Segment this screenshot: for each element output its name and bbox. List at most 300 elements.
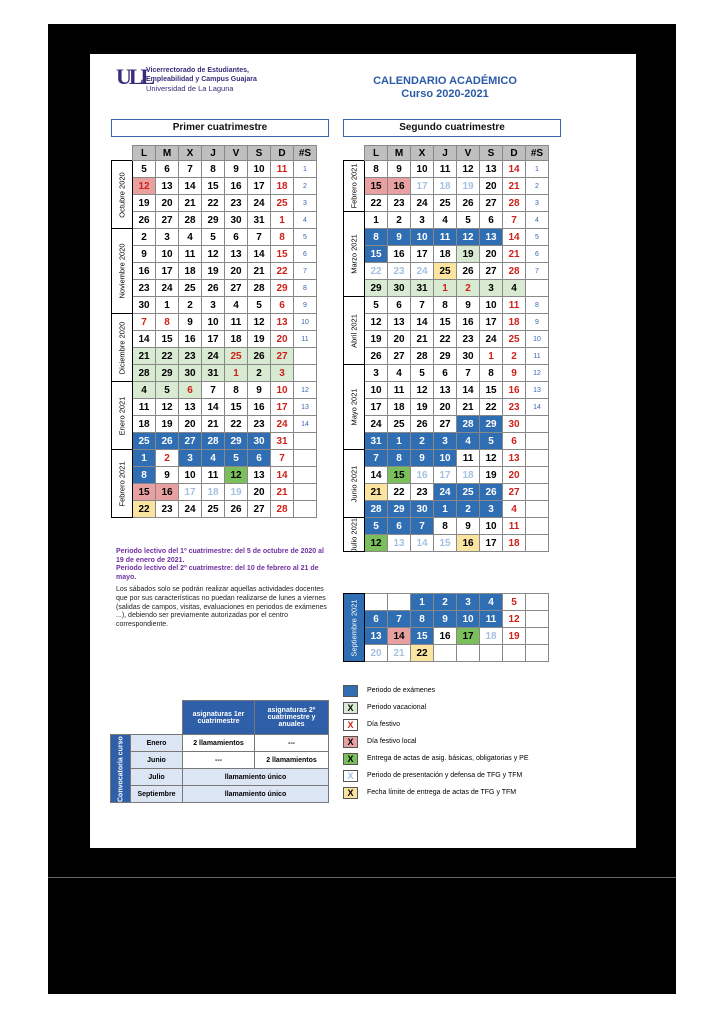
day-cell: [365, 594, 388, 611]
legend-item: [343, 682, 528, 699]
day-cell: 13: [480, 229, 503, 246]
weekday-label: L: [133, 146, 156, 161]
day-cell: 3: [480, 280, 503, 297]
day-cell: 20: [388, 331, 411, 348]
legend-label: Día festivo: [367, 721, 401, 728]
day-cell: 3: [179, 450, 202, 467]
conv-month: Junio: [131, 752, 183, 769]
week-number: 10: [526, 331, 549, 348]
day-cell: 7: [248, 229, 271, 246]
day-cell: 29: [434, 348, 457, 365]
day-cell: 26: [156, 433, 179, 450]
week-row: [112, 212, 317, 229]
day-cell: 6: [179, 382, 202, 399]
day-cell: 22: [388, 484, 411, 501]
day-cell: 7: [202, 382, 225, 399]
day-cell: 14: [457, 382, 480, 399]
week-number: [526, 518, 549, 535]
day-cell: 1: [365, 212, 388, 229]
week-number: 11: [526, 348, 549, 365]
week-row: [344, 212, 549, 229]
day-cell: 15: [133, 484, 156, 501]
day-cell: 8: [411, 611, 434, 628]
day-cell: 4: [480, 594, 503, 611]
day-cell: 8: [365, 161, 388, 178]
week-number: 13: [294, 399, 317, 416]
month-label: Septiembre 2021: [344, 594, 365, 662]
day-cell: 10: [457, 611, 480, 628]
week-row: [112, 433, 317, 450]
day-cell: 22: [202, 195, 225, 212]
weekday-label: J: [434, 146, 457, 161]
day-cell: 20: [271, 331, 294, 348]
week-number: 12: [526, 365, 549, 382]
day-cell: 30: [133, 297, 156, 314]
day-cell: 11: [503, 518, 526, 535]
day-cell: 10: [411, 229, 434, 246]
day-cell: 17: [179, 484, 202, 501]
day-cell: 25: [434, 263, 457, 280]
page-title: CALENDARIO ACADÉMICO Curso 2020-2021: [373, 75, 517, 100]
day-cell: 24: [179, 501, 202, 518]
week-row: [112, 229, 317, 246]
day-cell: 15: [411, 628, 434, 645]
day-cell: 12: [133, 178, 156, 195]
day-cell: 16: [388, 178, 411, 195]
day-cell: 12: [248, 314, 271, 331]
week-number: 7: [294, 263, 317, 280]
legend-swatch: X: [343, 702, 358, 714]
period-2: Periodo lectivo del 2º cuatrimestre: del 10 de febrero al 21 de mayo.: [116, 565, 319, 581]
day-cell: 9: [503, 365, 526, 382]
week-row: [344, 594, 549, 611]
day-cell: 11: [179, 246, 202, 263]
day-cell: 19: [457, 178, 480, 195]
weekday-label: J: [202, 146, 225, 161]
day-cell: 6: [434, 365, 457, 382]
day-cell: 7: [411, 297, 434, 314]
day-cell: 28: [133, 365, 156, 382]
week-number: 6: [526, 246, 549, 263]
day-cell: 3: [411, 212, 434, 229]
day-cell: 26: [225, 501, 248, 518]
day-cell: 25: [503, 331, 526, 348]
day-cell: 5: [248, 297, 271, 314]
week-row: [344, 645, 549, 662]
day-cell: 20: [480, 178, 503, 195]
day-cell: 26: [248, 348, 271, 365]
conv-side-label: Convocatoria curso 2019-20: [111, 735, 131, 803]
day-cell: 5: [457, 212, 480, 229]
day-cell: 29: [480, 416, 503, 433]
day-cell: 2: [248, 365, 271, 382]
day-cell: 13: [388, 535, 411, 552]
day-cell: 31: [202, 365, 225, 382]
week-number: 3: [526, 195, 549, 212]
day-cell: 13: [480, 161, 503, 178]
day-cell: 22: [133, 501, 156, 518]
day-cell: 16: [457, 314, 480, 331]
day-cell: 8: [225, 382, 248, 399]
week-row: [344, 365, 549, 382]
day-cell: 30: [179, 365, 202, 382]
day-cell: 14: [411, 535, 434, 552]
day-cell: 3: [156, 229, 179, 246]
day-cell: 14: [411, 314, 434, 331]
week-row: [344, 433, 549, 450]
week-number: [526, 628, 549, 645]
day-cell: 26: [411, 416, 434, 433]
day-cell: 7: [503, 212, 526, 229]
day-cell: 5: [365, 297, 388, 314]
week-number: 1: [526, 161, 549, 178]
conv-header-1: asignaturas 1er cuatrimestre: [183, 701, 255, 735]
day-cell: 9: [457, 518, 480, 535]
sem2-title: Segundo cuatrimestre: [343, 119, 561, 137]
day-cell: 22: [434, 331, 457, 348]
legend-label: Periodo vacacional: [367, 704, 427, 711]
day-cell: 3: [202, 297, 225, 314]
day-cell: 2: [457, 501, 480, 518]
day-cell: 7: [365, 450, 388, 467]
day-cell: 17: [457, 628, 480, 645]
day-cell: 19: [503, 628, 526, 645]
day-cell: 11: [388, 382, 411, 399]
day-cell: 24: [434, 484, 457, 501]
day-cell: 24: [411, 263, 434, 280]
week-number: 14: [294, 416, 317, 433]
sem1-calendar: [111, 145, 317, 518]
legend-item: [343, 784, 528, 801]
day-cell: 7: [411, 518, 434, 535]
day-cell: 25: [202, 501, 225, 518]
day-cell: 25: [179, 280, 202, 297]
day-cell: 18: [179, 263, 202, 280]
week-number: [526, 484, 549, 501]
month-label: Febrero 2021: [112, 450, 133, 518]
day-cell: 3: [480, 501, 503, 518]
day-cell: 6: [271, 297, 294, 314]
week-row: [112, 280, 317, 297]
day-cell: 18: [503, 314, 526, 331]
day-cell: 12: [503, 611, 526, 628]
week-row: [344, 484, 549, 501]
day-cell: [480, 645, 503, 662]
day-cell: 11: [434, 229, 457, 246]
day-cell: 23: [457, 331, 480, 348]
legend-label: Periodo de exámenes: [367, 687, 436, 694]
day-cell: 2: [457, 280, 480, 297]
weekday-label: M: [156, 146, 179, 161]
day-cell: 10: [179, 467, 202, 484]
day-cell: 9: [248, 382, 271, 399]
week-number: 11: [294, 331, 317, 348]
week-number: [526, 501, 549, 518]
day-cell: 18: [480, 628, 503, 645]
day-cell: 16: [434, 628, 457, 645]
day-cell: 28: [411, 348, 434, 365]
day-cell: 27: [503, 484, 526, 501]
day-cell: [503, 645, 526, 662]
week-row: [344, 382, 549, 399]
day-cell: 14: [503, 229, 526, 246]
day-cell: 15: [225, 399, 248, 416]
day-cell: 23: [248, 416, 271, 433]
day-cell: 12: [411, 382, 434, 399]
day-cell: 31: [248, 212, 271, 229]
day-cell: 20: [156, 195, 179, 212]
saturday-note: Los sábados solo se podrán realizar aquellas actividades docentes que por sus características no puedan realizarse de lunes a viernes (salidas de campos, visitas, evaluaciones en periodos de exámenes ...), debiendo ser previamente autorizadas por el centro correspondiente.: [116, 586, 327, 628]
day-cell: 6: [388, 518, 411, 535]
day-cell: 11: [457, 450, 480, 467]
week-row: [344, 399, 549, 416]
day-cell: 24: [156, 280, 179, 297]
day-cell: 27: [480, 263, 503, 280]
day-cell: 27: [388, 348, 411, 365]
day-cell: 6: [225, 229, 248, 246]
day-cell: 18: [434, 178, 457, 195]
day-cell: 17: [156, 263, 179, 280]
day-cell: 23: [388, 195, 411, 212]
day-cell: 8: [434, 297, 457, 314]
day-cell: 21: [411, 331, 434, 348]
day-cell: 22: [411, 645, 434, 662]
week-row: [344, 263, 549, 280]
day-cell: 29: [365, 280, 388, 297]
day-cell: 5: [480, 433, 503, 450]
week-row: [344, 331, 549, 348]
day-cell: 27: [179, 433, 202, 450]
week-number: [526, 416, 549, 433]
day-cell: 4: [434, 212, 457, 229]
day-cell: 16: [225, 178, 248, 195]
day-cell: 13: [179, 399, 202, 416]
week-number: 4: [294, 212, 317, 229]
week-row: [344, 348, 549, 365]
week-number: [526, 280, 549, 297]
week-row: [344, 161, 549, 178]
day-cell: 12: [365, 314, 388, 331]
day-cell: 21: [503, 178, 526, 195]
day-cell: 24: [202, 348, 225, 365]
week-row: [112, 178, 317, 195]
weekday-label: #S: [294, 146, 317, 161]
day-cell: 15: [271, 246, 294, 263]
day-cell: 18: [225, 331, 248, 348]
legend-item: [343, 733, 528, 750]
day-cell: 2: [179, 297, 202, 314]
day-cell: 10: [156, 246, 179, 263]
day-cell: 24: [411, 195, 434, 212]
day-cell: 9: [225, 161, 248, 178]
month-label: Julio 2021: [344, 518, 365, 552]
day-cell: 20: [365, 645, 388, 662]
day-cell: 24: [365, 416, 388, 433]
day-cell: 13: [365, 628, 388, 645]
day-cell: 28: [457, 416, 480, 433]
conv-month: Septiembre: [131, 786, 183, 803]
weekday-label: S: [248, 146, 271, 161]
week-row: [112, 501, 317, 518]
day-cell: 4: [388, 365, 411, 382]
day-cell: 19: [225, 484, 248, 501]
day-cell: 27: [480, 195, 503, 212]
legend-swatch: [343, 685, 358, 697]
day-cell: 25: [434, 195, 457, 212]
day-cell: 13: [225, 246, 248, 263]
day-cell: 7: [179, 161, 202, 178]
day-cell: 20: [480, 246, 503, 263]
day-cell: 14: [503, 161, 526, 178]
day-cell: 21: [179, 195, 202, 212]
day-cell: 18: [457, 467, 480, 484]
day-cell: 7: [457, 365, 480, 382]
week-number: 14: [526, 399, 549, 416]
week-number: [526, 450, 549, 467]
day-cell: 18: [503, 535, 526, 552]
week-number: 10: [294, 314, 317, 331]
legend: [343, 682, 528, 801]
day-cell: 1: [225, 365, 248, 382]
legend-swatch: X: [343, 787, 358, 799]
day-cell: 8: [480, 365, 503, 382]
day-cell: 5: [202, 229, 225, 246]
day-cell: 4: [503, 280, 526, 297]
week-number: 3: [294, 195, 317, 212]
day-cell: 23: [225, 195, 248, 212]
day-cell: 11: [271, 161, 294, 178]
week-row: [112, 348, 317, 365]
week-number: 9: [526, 314, 549, 331]
week-number: 13: [526, 382, 549, 399]
day-cell: 22: [156, 348, 179, 365]
day-cell: 6: [503, 433, 526, 450]
week-row: [112, 467, 317, 484]
day-cell: 15: [365, 178, 388, 195]
day-cell: 26: [457, 263, 480, 280]
day-cell: 9: [388, 229, 411, 246]
day-cell: 26: [480, 484, 503, 501]
day-cell: 30: [248, 433, 271, 450]
day-cell: 6: [248, 450, 271, 467]
day-cell: 23: [503, 399, 526, 416]
day-cell: 10: [248, 161, 271, 178]
day-cell: 29: [225, 433, 248, 450]
day-cell: 9: [434, 611, 457, 628]
day-cell: 2: [156, 450, 179, 467]
week-row: [112, 195, 317, 212]
day-cell: 1: [480, 348, 503, 365]
month-label: Abril 2021: [344, 297, 365, 365]
day-cell: 8: [365, 229, 388, 246]
week-row: [344, 178, 549, 195]
day-cell: 31: [365, 433, 388, 450]
day-cell: 18: [388, 399, 411, 416]
day-cell: 16: [248, 399, 271, 416]
day-cell: 18: [202, 484, 225, 501]
day-cell: 10: [411, 161, 434, 178]
day-cell: 2: [434, 594, 457, 611]
day-cell: 3: [271, 365, 294, 382]
week-row: [344, 195, 549, 212]
weekday-label: D: [271, 146, 294, 161]
day-cell: 14: [202, 399, 225, 416]
day-cell: 20: [225, 263, 248, 280]
day-cell: 19: [133, 195, 156, 212]
week-number: [294, 450, 317, 467]
week-row: [112, 314, 317, 331]
week-number: [294, 365, 317, 382]
day-cell: 11: [503, 297, 526, 314]
day-cell: 29: [388, 501, 411, 518]
day-cell: 21: [457, 399, 480, 416]
day-cell: 3: [434, 433, 457, 450]
day-cell: 19: [457, 246, 480, 263]
week-number: 5: [526, 229, 549, 246]
month-label: Marzo 2021: [344, 212, 365, 297]
day-cell: 11: [133, 399, 156, 416]
day-cell: 12: [225, 467, 248, 484]
day-cell: 14: [248, 246, 271, 263]
day-cell: 13: [434, 382, 457, 399]
legend-swatch: X: [343, 770, 358, 782]
day-cell: 19: [156, 416, 179, 433]
day-cell: 7: [133, 314, 156, 331]
day-cell: 4: [503, 501, 526, 518]
day-cell: 1: [434, 501, 457, 518]
day-cell: 27: [434, 416, 457, 433]
day-cell: 23: [156, 501, 179, 518]
week-number: [294, 484, 317, 501]
day-cell: 30: [411, 501, 434, 518]
week-row: [344, 416, 549, 433]
month-label: Diciembre 2020: [112, 314, 133, 382]
week-number: 9: [294, 297, 317, 314]
day-cell: 10: [202, 314, 225, 331]
week-number: 2: [526, 178, 549, 195]
day-cell: 21: [248, 263, 271, 280]
week-number: [526, 535, 549, 552]
day-cell: 18: [133, 416, 156, 433]
legend-item: [343, 750, 528, 767]
day-cell: 28: [202, 433, 225, 450]
day-cell: 12: [156, 399, 179, 416]
day-cell: 6: [388, 297, 411, 314]
day-cell: 21: [202, 416, 225, 433]
week-number: [294, 467, 317, 484]
day-cell: 17: [202, 331, 225, 348]
conv-header-2: asignaturas 2º cuatrimestre y anuales: [255, 701, 329, 735]
day-cell: 7: [271, 450, 294, 467]
day-cell: 4: [202, 450, 225, 467]
day-cell: 15: [365, 246, 388, 263]
day-cell: 1: [133, 450, 156, 467]
day-cell: [457, 645, 480, 662]
day-cell: 2: [503, 348, 526, 365]
org-line-1: Vicerrectorado de Estudiantes,: [146, 67, 249, 74]
day-cell: 19: [365, 331, 388, 348]
day-cell: 3: [365, 365, 388, 382]
notes: [116, 548, 332, 629]
day-cell: 16: [503, 382, 526, 399]
day-cell: 10: [365, 382, 388, 399]
day-cell: 29: [202, 212, 225, 229]
divider: [48, 877, 676, 878]
day-cell: 19: [248, 331, 271, 348]
day-cell: 16: [156, 484, 179, 501]
day-cell: 28: [503, 263, 526, 280]
day-cell: 1: [156, 297, 179, 314]
